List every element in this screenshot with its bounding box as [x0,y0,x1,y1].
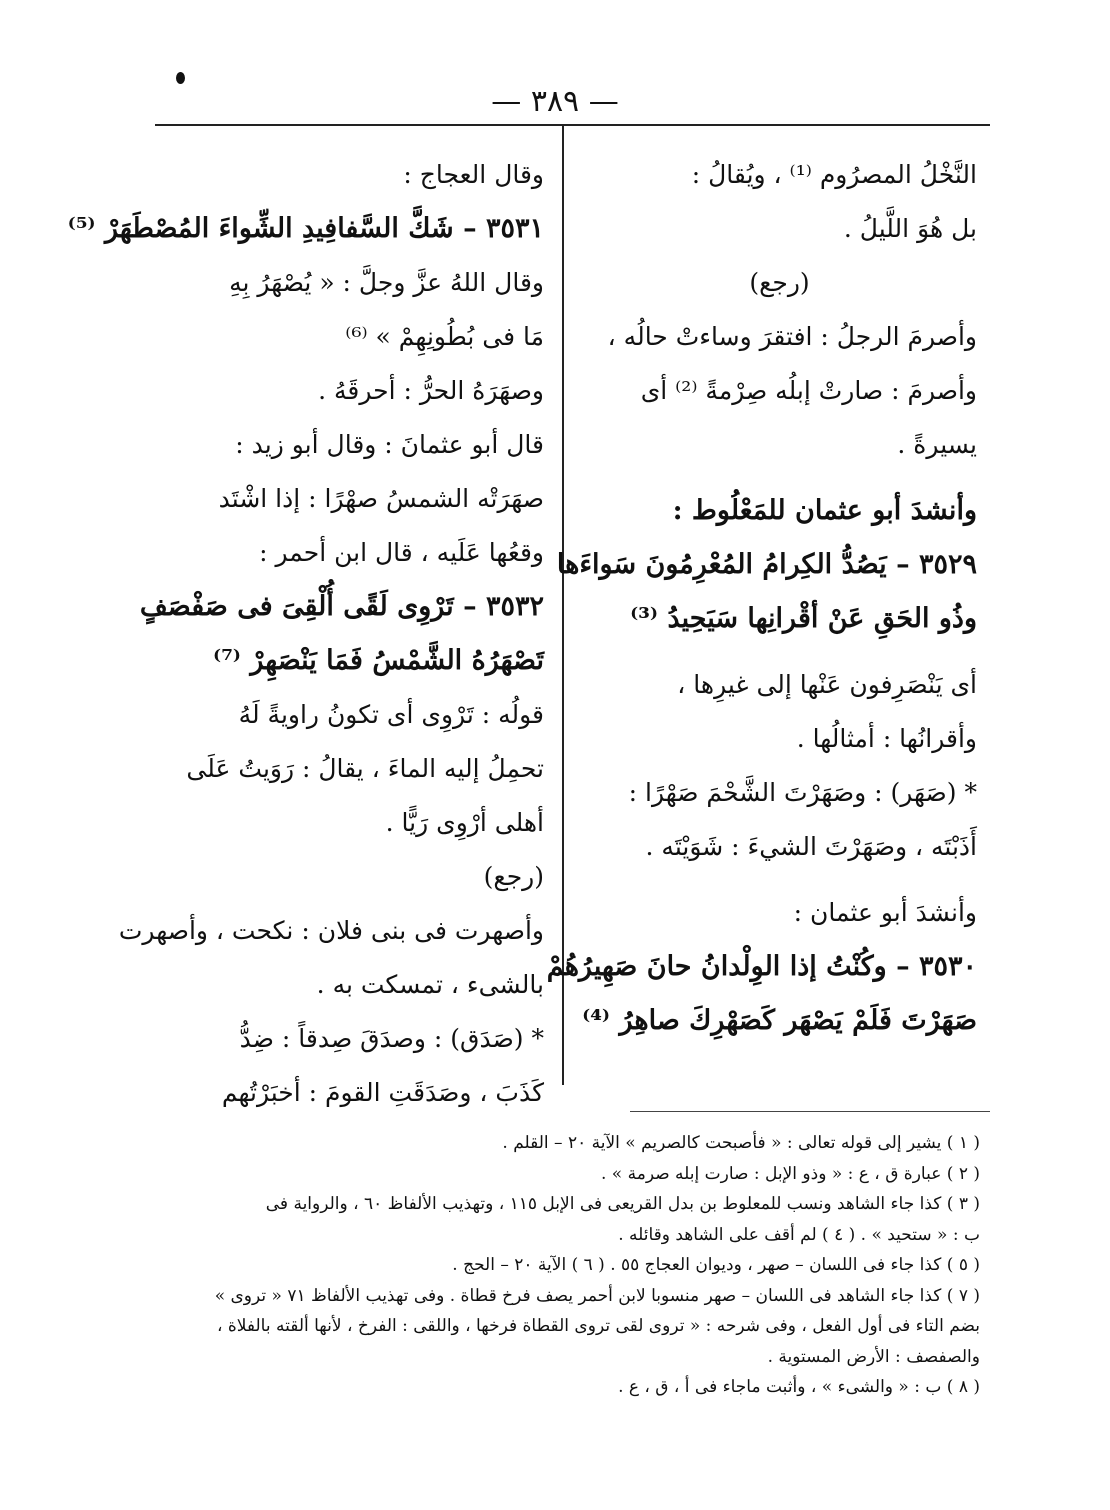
verse-line: ٣٥٢٩ – يَصُدُّ الكِرامُ المُعْرِمُونَ سَواءَها [556,549,977,580]
text-line: أهلى أرْوِى رَيًّا . [385,808,544,837]
text-line: أى يَنْصَرِفون عَنْها إلى غيرِها ، [677,670,977,699]
verse-line: تَصْهَرُهُ الشَّمْسُ فَمَا يَنْصَهِرْ ⁽⁷⁾ [213,645,544,676]
verse-line: ٣٥٣٠ – وكُنْتُ إذا الوِلْدانُ حانَ صَهِيرُهُمْ [546,951,977,982]
footnote: ( ١ ) يشير إلى قوله تعالى : « فأصبحت كالصريم » الآية ٢٠ – القلم . [502,1133,980,1153]
section-heading: (رجع) [483,862,544,891]
footnote: بضم التاء فى أول الفعل ، وفى شرحه : « تروى لقى تروى القطاة فرخها ، واللقى : الفرخ ، لأنها ألقته بالفلاة ، [216,1316,980,1336]
text-line: النَّخْلُ المصرُوم ⁽¹⁾ ، ويُقالُ : [691,160,977,189]
verse-line: صَهَرْتَ فَلَمْ يَصْهَر كَصَهْرِكَ صاهِرُ ⁽⁴⁾ [582,1005,977,1036]
text-line: بالشىء ، تمسكت به . [316,970,544,999]
footnote: ( ٣ ) كذا جاء الشاهد ونسب للمعلوط بن بدل القريعى فى الإبل ١١٥ ، وتهذيب الألفاظ ٦٠ ، والرواية فى [265,1194,980,1214]
verse-line: وذُو الحَقِ عَنْ أقْرانِها سَيَحِيدُ ⁽³⁾ [630,603,977,634]
verse-line: ٣٥٣١ – شَكَّ السَّفافِيدِ الشِّواءَ المُصْطَهَرْ ⁽⁵⁾ [67,213,544,244]
text-line: تحمِلُ إليه الماءَ ، يقالُ : رَوَيتُ عَلَى [186,754,544,783]
text-line: قولُه : تَرْوِى أى تكونُ راويةً لَهُ [238,700,544,729]
text-line: يسيرةً . [897,430,977,459]
footnote: ( ٥ ) كذا جاء فى اللسان – صهر ، وديوان العجاج ٥٥ . ( ٦ ) الآية ٢٠ – الحج . [452,1255,980,1275]
footnote: ب : « ستحيد » . ( ٤ ) لم أقف على الشاهد وقائله . [618,1224,980,1245]
verse-line: ٣٥٣٢ – تَرْوِى لَقًى أُلْقِىَ فى صَفْصَفٍ [139,591,544,622]
footnote: ( ٨ ) ب : « والشىء » ، وأثبت ماجاء فى أ ، ق ، ع . [618,1377,980,1397]
footnote-rule [630,1111,990,1112]
footnote: ( ٧ ) كذا جاء الشاهد فى اللسان – صهر منسوبا لابن أحمر يصف فرخ قطاة . وفى تهذيب الألفاظ ٧١ « تروى » [214,1285,980,1306]
text-line: أَذَبْتَه ، وصَهَرْتَ الشيءَ : شَوَيْتَه . [645,832,977,861]
entry-line: * (صَهَر) : وصَهَرْتَ الشَّحْمَ صَهْرًا : [628,778,977,807]
text-line: وأنشدَ أبو عثمان للمَعْلُوط : [672,495,977,526]
text-line: قال أبو عثمانَ : وقال أبو زيد : [235,430,544,459]
page-number: — ٣٨٩ — [491,84,619,119]
footnote: والصفصف : الأرض المستوية . [767,1346,980,1367]
text-line: وصهَرَهُ الحرُّ : أحرقَهُ . [318,376,544,405]
text-line: وقعُها عَلَيه ، قال ابن أحمر : [259,538,544,567]
text-line: وقال العجاج : [403,160,544,189]
ink-dot [176,72,185,84]
text-line: صهَرَتْه الشمسُ صهْرًا : إذا اشْتَد [218,484,544,513]
left-column [67,148,544,1120]
text-line: مَا فى بُطُونِهِمْ » ⁽⁶⁾ [345,322,544,351]
text-line: بل هُوَ اللَّيلُ . [843,214,977,243]
section-heading: (رجع) [749,268,810,297]
right-column [546,148,977,1048]
header-rule [155,124,990,126]
footnote: ( ٢ ) عبارة ق ، ع : « وذو الإبل : صارت إبله صرمة » . [600,1163,980,1184]
footnotes [158,1128,980,1403]
text-line: كَذَبَ ، وصَدَقَتِ القومَ : أخبَرْتُهم [221,1078,544,1107]
text-line: وأصرمَ : صارتْ إبلُه صِرْمةً ⁽²⁾ أى [640,376,977,405]
text-line: وقال اللهُ عزَّ وجلَّ : « يُصْهَرُ بِهِ [229,268,544,297]
text-line: وأقرانُها : أمثالُها . [796,724,977,753]
text-line: وأصرمَ الرجلُ : افتقرَ وساءتْ حالُه ، [607,322,977,351]
entry-line: * (صَدَق) : وصدَقَ صِدقاً : ضِدُّ [239,1024,544,1053]
text-line: وأنشدَ أبو عثمان : [793,898,977,927]
text-line: وأصهرت فى بنى فلان : نكحت ، وأصهرت [118,916,544,945]
